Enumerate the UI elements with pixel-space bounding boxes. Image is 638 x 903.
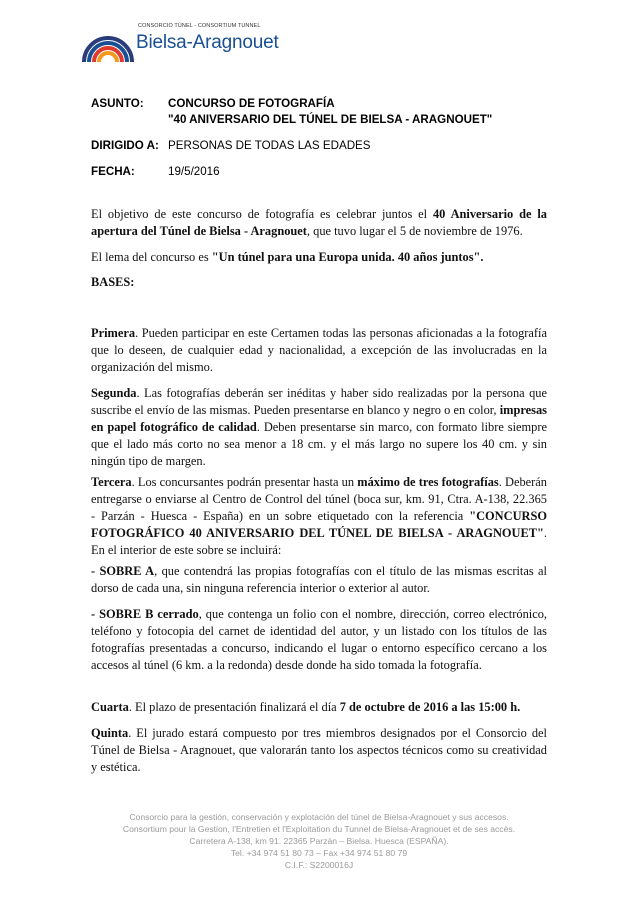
clause-sobre-a: - SOBRE A, que contendrá las propias fotografías con el título de las mismas escritas al dorso de cada una, sin ninguna referencia interior o exterior al autor. — [91, 564, 547, 595]
logo-subtitle: CONSORCIO TÚNEL - CONSORTIUM TUNNEL — [138, 23, 261, 29]
footer-line-2: Consortium pour la Gestion, l'Entretien et l'Exploitation du Tunnel de Bielsa-Aragnouet et de ses accès. — [122, 824, 516, 834]
asunto-value-line1: CONCURSO DE FOTOGRAFÍA — [168, 97, 335, 110]
logo-title: Bielsa-Aragnouet — [136, 32, 279, 53]
intro-paragraph-2: El lema del concurso es "Un túnel para una Europa unida. 40 años juntos". — [91, 250, 484, 264]
footer-line-4: Tel. +34 974 51 80 73 – Fax +34 974 51 80 79 — [230, 848, 408, 858]
clause-segunda: Segunda. Las fotografías deberán ser inéditas y haber sido realizadas por la persona que suscribe el envío de las mismas. Pueden presentarse en blanco y negro o en color, impresas en papel fotográfico de calidad. Deben presentarse sin marco, con formato libre siempre que el lado más corto no sea menor a 18 cm. y el más largo no supere los 40 cm. y sin ningún tipo de margen. — [91, 386, 547, 468]
dirigido-label: DIRIGIDO A: — [91, 139, 159, 152]
page-footer — [100, 811, 538, 871]
intro-paragraph-1: El objetivo de este concurso de fotografía es celebrar juntos el 40 Aniversario de la apertura del Túnel de Bielsa - Aragnouet, que tuvo lugar el 5 de noviembre de 1976. — [91, 207, 547, 238]
clause-tercera: Tercera. Los concursantes podrán presentar hasta un máximo de tres fotografías. Deberán entregarse o enviarse al Centro de Control del túnel (boca sur, km. 91, Ctra. A-138, 22.365 - Parzán - Huesca - España) en un sobre etiquetado con la referencia "CONCURSO FOTOGRÁFICO 40 ANIVERSARIO DEL TÚNEL DE BIELSA - ARAGNOUET". En el interior de este sobre se incluirá: — [91, 475, 547, 557]
clause-sobre-b: - SOBRE B cerrado, que contenga un folio con el nombre, dirección, correo electrónico, teléfono y fotocopia del carnet de identidad del autor, y un listado con los títulos de las fotografías presentadas a concurso, indicando el lugar o entorno específico cercano a los accesos al túnel (6 km. a la redonda) desde donde ha sido tomada la fotografía. — [91, 607, 547, 672]
tunnel-arch-icon — [80, 24, 136, 64]
footer-line-5: C.I.F.: S2200016J — [284, 860, 354, 870]
fecha-label: FECHA: — [91, 165, 135, 178]
asunto-value-line2: "40 ANIVERSARIO DEL TÚNEL DE BIELSA - ARAGNOUET" — [168, 113, 493, 126]
footer-line-1: Consorcio para la gestión, conservación y explotación del túnel de Bielsa-Aragnouet y sus accesos. — [129, 812, 509, 822]
clause-primera: Primera. Pueden participar en este Certamen todas las personas aficionadas a la fotografía que lo deseen, de cualquier edad y nacionalidad, a excepción de las involucradas en la organización del mismo. — [91, 326, 547, 374]
dirigido-value: PERSONAS DE TODAS LAS EDADES — [168, 139, 371, 152]
fecha-value: 19/5/2016 — [168, 165, 220, 178]
clause-cuarta: Cuarta. El plazo de presentación finalizará el día 7 de octubre de 2016 a las 15:00 h. — [91, 700, 521, 714]
clause-quinta: Quinta. El jurado estará compuesto por tres miembros designados por el Consorcio del Túnel de Bielsa - Aragnouet, que valorarán tanto los aspectos técnicos como su creatividad y estética. — [91, 726, 547, 774]
consortium-logo — [80, 20, 320, 76]
asunto-label: ASUNTO: — [91, 97, 144, 110]
footer-line-3: Carretera A-138, km 91. 22365 Parzán – Bielsa. Huesca (ESPAÑA). — [189, 836, 449, 846]
bases-heading: BASES: — [91, 275, 135, 289]
